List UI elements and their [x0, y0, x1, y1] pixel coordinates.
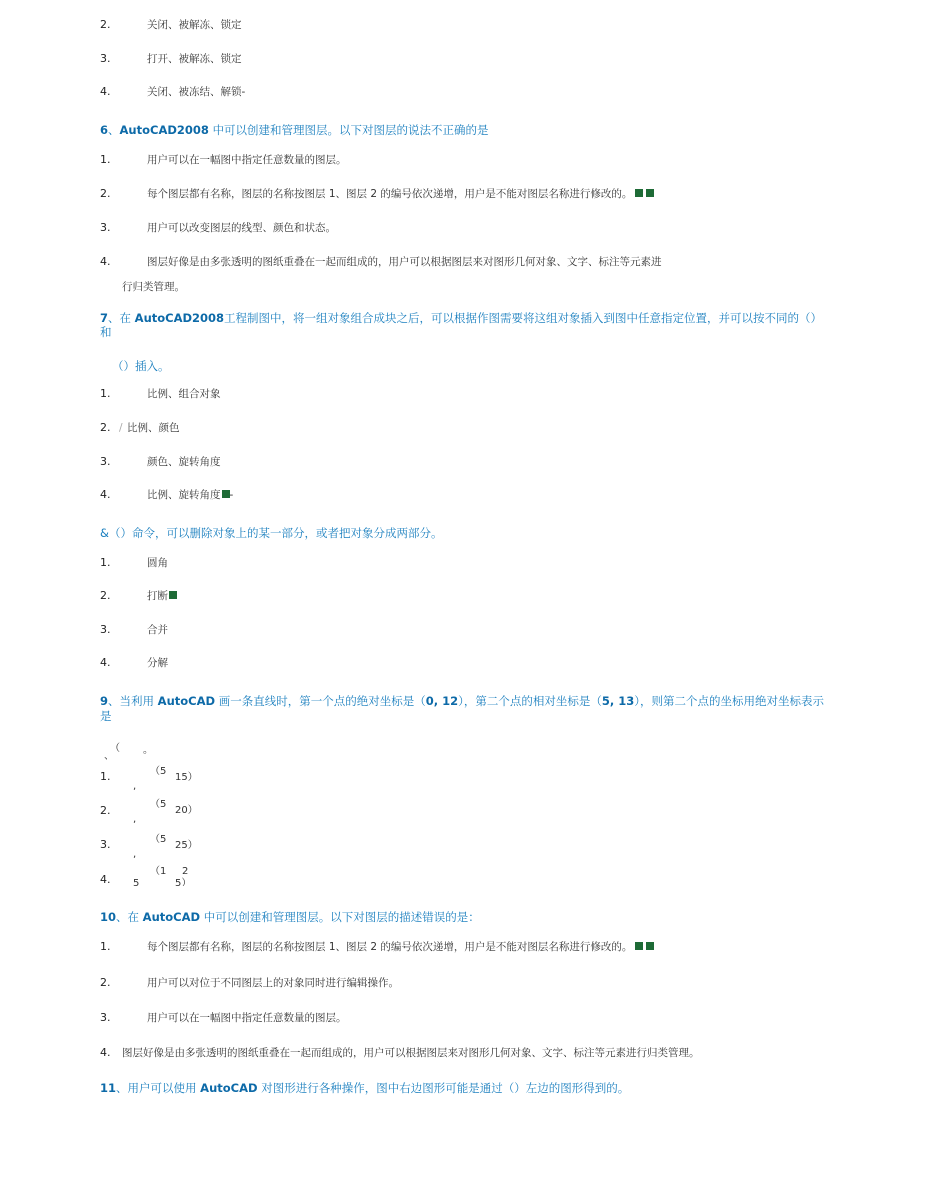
- q10-option-3-number: 3.: [100, 1011, 111, 1024]
- q6-option-4-text: 图层好像是由多张透明的图纸重叠在一起而组成的，用户可以根据图层来对图形几何对象、文字、标注等元素进: [147, 256, 662, 268]
- q6-option-4-continuation: 行归类管理。: [122, 281, 185, 293]
- q7-option-4-text: 比例、旋转角度 -: [147, 489, 234, 501]
- q9-option-2-number: 2.: [100, 804, 111, 817]
- q7-option-4-number: 4.: [100, 488, 111, 501]
- q7-option-1-number: 1.: [100, 387, 111, 400]
- q9-option-3-number: 3.: [100, 838, 111, 851]
- q9-blank-mark: 、: [104, 751, 114, 762]
- q5-option-4-text: 关闭、被冻结、解锁-: [147, 86, 246, 98]
- q5-option-4-number: 4.: [100, 85, 111, 98]
- answer-marker-icon: [646, 189, 654, 197]
- answer-marker-icon: [169, 591, 177, 599]
- q9-option-3-comma: ,: [133, 849, 137, 860]
- question-8: &（）命令，可以删除对象上的某一部分，或者把对象分成两部分。: [100, 526, 443, 540]
- question-11: 11、用户可以使用 AutoCAD 对图形进行各种操作，图中右边图形可能是通过（）左边的图形得到的。: [100, 1081, 630, 1095]
- q9-option-4-part-a: （1: [150, 866, 167, 877]
- question-10: 10、在 AutoCAD 中可以创建和管理图层。以下对图层的描述错误的是：: [100, 910, 480, 924]
- q8-option-4-text: 分解: [147, 657, 168, 669]
- q9-option-2-part-a: （5: [150, 799, 167, 810]
- q6-option-2-number: 2.: [100, 187, 111, 200]
- answer-marker-icon: [635, 942, 643, 950]
- q9-option-2-part-b: 20）: [175, 805, 198, 816]
- q9-option-3-part-b: 25）: [175, 840, 198, 851]
- q7-option-1-text: 比例、组合对象: [147, 388, 221, 400]
- question-9: 9、当利用 AutoCAD 画一条直线时，第一个点的绝对坐标是（0, 12），第二个点的相对坐标是（5, 13），则第二个点的坐标用绝对坐标表示: [100, 694, 824, 708]
- q8-option-4-number: 4.: [100, 656, 111, 669]
- q5-option-3-text: 打开、被解冻、锁定: [147, 53, 242, 65]
- question-7-line-2: 和: [100, 325, 112, 339]
- q9-blank-paren: （: [110, 743, 120, 754]
- q6-option-4-number: 4.: [100, 255, 111, 268]
- q6-option-1-text: 用户可以在一幅图中指定任意数量的图层。: [147, 154, 347, 166]
- question-7-line-3: （）插入。: [112, 359, 170, 373]
- q8-option-1-text: 圆角: [147, 557, 168, 569]
- q9-option-1-part-a: （5: [150, 766, 167, 777]
- q9-option-2-comma: ,: [133, 814, 137, 825]
- bar-mark: /: [119, 422, 123, 434]
- q7-option-3-number: 3.: [100, 455, 111, 468]
- q9-option-4-part-c: 5: [133, 878, 140, 886]
- q7-option-3-text: 颜色、旋转角度: [147, 456, 221, 468]
- q6-option-3-text: 用户可以改变图层的线型、颜色和状态。: [147, 222, 336, 234]
- q10-option-2-number: 2.: [100, 976, 111, 989]
- q9-option-4-part-b: 2: [182, 866, 189, 877]
- q6-option-2-text: 每个图层都有名称，图层的名称按图层 1、图层 2 的编号依次递增，用户是不能对图层名称进行修改的。: [147, 187, 654, 201]
- question-9-line-2: 是: [100, 709, 112, 723]
- q8-option-2-number: 2.: [100, 589, 111, 602]
- q9-blank-dot: 。: [143, 745, 153, 756]
- q9-option-3-part-a: （5: [150, 834, 167, 845]
- q9-option-4-part-d: 5）: [175, 878, 192, 886]
- q8-option-3-number: 3.: [100, 623, 111, 636]
- q9-option-1-number: 1.: [100, 770, 111, 783]
- q10-option-4-number: 4.: [100, 1046, 111, 1059]
- q8-option-2-text: 打断: [147, 589, 177, 603]
- q9-option-1-part-b: 15）: [175, 772, 198, 783]
- q6-option-3-number: 3.: [100, 221, 111, 234]
- q5-option-2-number: 2.: [100, 18, 111, 31]
- q9-option-1-comma: ,: [133, 781, 137, 792]
- q7-option-2-number: 2.: [100, 421, 111, 434]
- q5-option-2-text: 关闭、被解冻、锁定: [147, 19, 242, 31]
- q8-option-1-number: 1.: [100, 556, 111, 569]
- q8-option-3-text: 合并: [147, 624, 168, 636]
- q10-option-4-text: 图层好像是由多张透明的图纸重叠在一起而组成的，用户可以根据图层来对图形几何对象、文字、标注等元素进行归类管理。: [122, 1047, 700, 1059]
- q6-option-1-number: 1.: [100, 153, 111, 166]
- question-7: 7、在 AutoCAD2008工程制图中，将一组对象组合成块之后，可以根据作图需要将这组对象插入到图中任意指定位置，并可以按不同的（）: [100, 311, 823, 325]
- answer-marker-icon: [635, 189, 643, 197]
- q9-option-4-clipped-row: [120, 876, 220, 886]
- q10-option-2-text: 用户可以对位于不同图层上的对象同时进行编辑操作。: [147, 977, 399, 989]
- dash-mark: -: [241, 86, 246, 98]
- question-6: 6、AutoCAD2008 中可以创建和管理图层。以下对图层的说法不正确的是: [100, 123, 489, 137]
- q10-option-1-text: 每个图层都有名称，图层的名称按图层 1、图层 2 的编号依次递增，用户是不能对图层名称进行修改的。: [147, 940, 654, 954]
- q10-option-1-number: 1.: [100, 940, 111, 953]
- q7-option-2-text: 比例、颜色: [127, 422, 180, 434]
- q10-option-3-text: 用户可以在一幅图中指定任意数量的图层。: [147, 1012, 347, 1024]
- answer-marker-icon: [222, 490, 230, 498]
- q9-option-4-number: 4.: [100, 873, 111, 886]
- dash-mark: -: [229, 489, 234, 501]
- q5-option-3-number: 3.: [100, 52, 111, 65]
- answer-marker-icon: [646, 942, 654, 950]
